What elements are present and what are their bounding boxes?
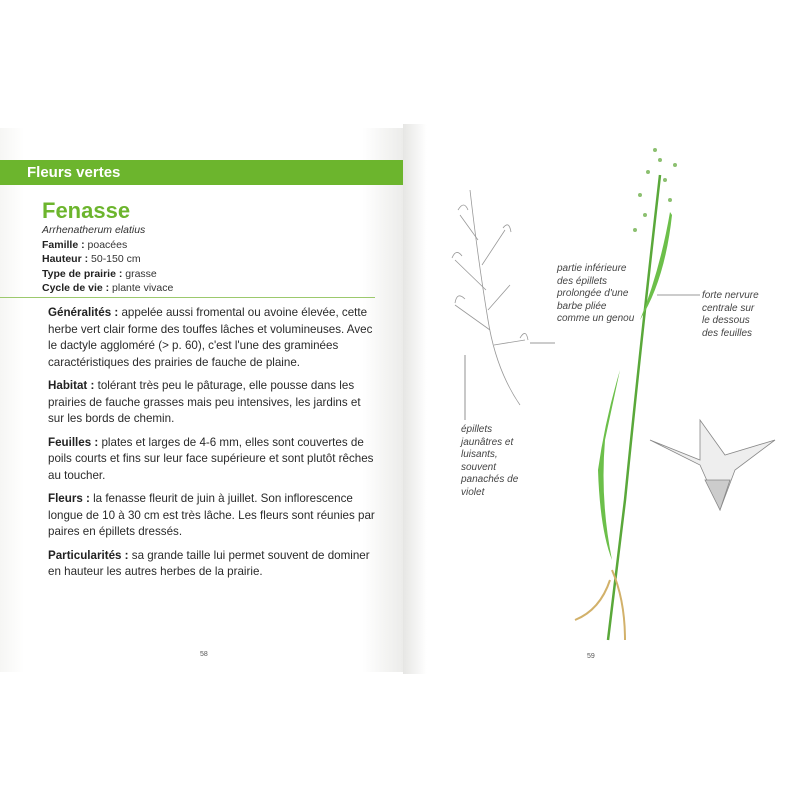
paragraph: Particularités : sa grande taille lui permet souvent de dominer en hauteur les autres herbes de la prairie. [48, 548, 370, 578]
meta-row: Cycle de vie : plante vivace [42, 282, 174, 294]
paragraph: Fleurs : la fenasse fleurit de juin à juillet. Son inflorescence longue de 10 à 30 cm est très lâche. Les fleurs sont réunies par paires en épillets dressés. [48, 492, 375, 538]
paragraph: Habitat : tolérant très peu le pâturage, elle pousse dans les prairies de fauche grasses mais peu intensives, les jardins et sur les bords de chemin. [48, 379, 361, 425]
spikelet-sketch [452, 190, 528, 405]
paragraph: Généralités : appelée aussi fromental ou avoine élevée, cette herbe vert clair forme des touffes lâches et volumineuses. Avec le dactyle aggloméré (> p. 60), c'est l'une des graminées caractéristiques des prairies de fauche de plaine. [48, 306, 373, 369]
paragraph: Feuilles : plates et larges de 4-6 mm, elles sont couvertes de poils courts et fins sur leur face supérieure et sont plutôt rêches au toucher. [48, 435, 374, 482]
label-epillets: épillets jaunâtres et luisants, souvent panachés de violet [461, 424, 519, 498]
flower-closeup [650, 420, 775, 510]
meta-row: Type de prairie : grasse [42, 267, 157, 280]
page-number-right: 59 [587, 653, 595, 660]
meta-row: Famille : poacées [42, 238, 128, 251]
label-nervure: forte nervure centrale sur le dessous des feuilles [702, 290, 759, 339]
section-title: Fleurs vertes [27, 164, 121, 181]
species-title: Fenasse [42, 198, 131, 223]
page-number-left: 58 [200, 651, 208, 658]
label-barbe: partie inférieure des épillets prolongée d'une barbe pliée comme un genou [557, 263, 635, 324]
latin-name: Arrhenatherum elatius [42, 224, 146, 236]
meta-row: Hauteur : 50-150 cm [42, 253, 141, 265]
